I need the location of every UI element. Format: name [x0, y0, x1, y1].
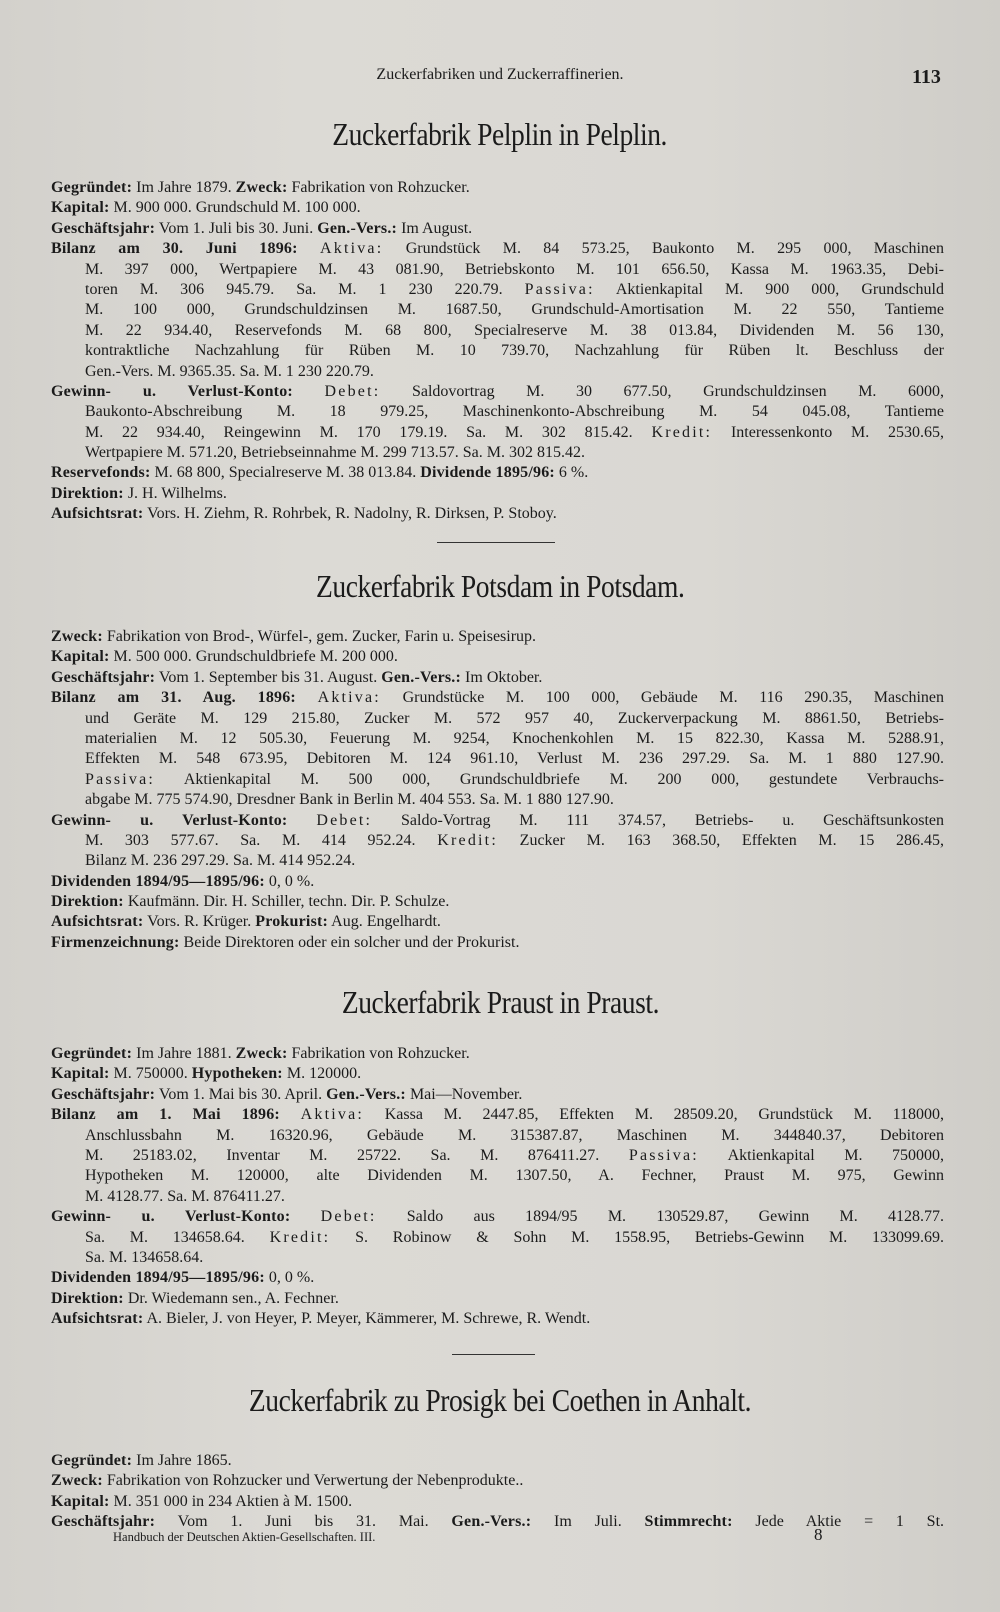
field-value: toren M. 306 945.79. Sa. M. 1 230 220.79.	[85, 280, 525, 298]
field-value: M. 22 934.40, Reingewinn M. 170 179.19. Sa. M. 302 815.42.	[85, 423, 652, 441]
section-entries	[51, 178, 944, 525]
running-header: Zuckerfabriken und Zuckerraffinerien.	[376, 66, 624, 83]
text-line	[51, 260, 944, 280]
field-value: Im Jahre 1865.	[132, 1452, 232, 1469]
field-value: 0, 0 %.	[264, 1269, 315, 1287]
field-value: Vom 1. September bis 31. August.	[155, 668, 382, 686]
field-label: Geschäftsjahr:	[51, 668, 156, 686]
text-line	[51, 647, 944, 667]
text-line	[51, 239, 944, 259]
field-value: Zucker M. 163 368.50, Effekten M. 15 286.45,	[497, 831, 945, 849]
text-line	[51, 892, 944, 912]
field-value: M. 900 000. Grundschuld M. 100 000.	[109, 199, 361, 217]
field-value: Aug. Engelhardt.	[328, 913, 441, 931]
text-line	[51, 484, 944, 504]
field-label: Reservefonds:	[51, 464, 151, 482]
field-value: materialien M. 12 505.30, Feuerung M. 9254, Knochenkohlen M. 15 822.30, Kassa M. 5288.91,	[85, 729, 944, 747]
section-title	[0, 1382, 1000, 1418]
field-label: Aufsichtsrat:	[51, 913, 144, 931]
field-value: Aktienkapital M. 750000,	[698, 1146, 945, 1164]
field-label: Aufsichtsrat:	[51, 1310, 144, 1328]
field-label: Zweck:	[51, 1472, 103, 1490]
text-line	[51, 1146, 944, 1166]
field-label: Stimmrecht:	[644, 1513, 733, 1531]
field-value: Fabrikation von Rohzucker und Verwertung der Nebenprodukte..	[102, 1472, 524, 1490]
text-line	[51, 770, 944, 790]
text-line	[51, 423, 944, 443]
field-value: Saldo-Vortrag M. 111 374.57, Betriebs- u. Geschäftsunkosten	[372, 811, 945, 829]
text-line	[51, 627, 944, 647]
text-line	[51, 504, 944, 524]
field-value: Vom 1. Mai bis 30. April.	[155, 1085, 327, 1103]
field-value: Im Oktober.	[461, 668, 543, 686]
field-label: Gen.-Vers.:	[326, 1085, 406, 1103]
text-line	[51, 1228, 944, 1248]
text-line	[51, 443, 944, 463]
field-value	[287, 812, 316, 829]
text-line	[51, 1492, 944, 1512]
text-line	[51, 402, 944, 422]
field-value: Beide Direktoren oder ein solcher und der Prokurist.	[179, 933, 520, 951]
section-entries	[51, 1044, 944, 1329]
text-line	[51, 1248, 944, 1268]
field-value: Grundstücke M. 100 000, Gebäude M. 116 290.35, Maschinen	[380, 689, 944, 707]
field-value: Hypotheken M. 120000, alte Dividenden M. 1307.50, A. Fechner, Praust M. 975, Gewinn	[85, 1167, 944, 1185]
text-line	[51, 178, 944, 198]
field-value: 6 %.	[554, 464, 589, 482]
field-value: Aktienkapital M. 500 000, Grundschuldbriefe M. 200 000, gestundete Verbrauchs-	[155, 770, 944, 788]
text-line	[51, 872, 944, 892]
field-value: M. 120000.	[282, 1065, 362, 1083]
field-label: Geschäftsjahr:	[51, 1513, 156, 1531]
text-line	[51, 749, 944, 769]
account-side-label: Aktiva:	[317, 689, 381, 707]
text-line	[51, 1126, 944, 1146]
text-line	[51, 341, 944, 361]
field-value: J. H. Wilhelms.	[123, 484, 227, 502]
section-title	[0, 984, 1000, 1020]
field-value: Fabrikation von Brod-, Würfel-, gem. Zucker, Farin u. Speisesirup.	[102, 628, 537, 645]
field-value: kontraktliche Nachzahlung für Rüben M. 10 739.70, Nachzahlung für Rüben lt. Beschluss der	[85, 342, 944, 360]
field-label: Gewinn- u. Verlust-Konto:	[51, 1208, 291, 1226]
field-value: Im August.	[397, 219, 473, 237]
field-value	[280, 1106, 301, 1123]
field-label: Gegründet:	[51, 1045, 133, 1062]
account-side-label: Kredit:	[651, 423, 713, 441]
field-label: Geschäftsjahr:	[51, 1085, 156, 1103]
text-line	[51, 831, 944, 851]
field-label: Dividenden 1894/95—1895/96:	[51, 872, 265, 890]
field-value: Fabrikation von Rohzucker.	[287, 179, 470, 196]
field-value: Sa. M. 134658.64.	[85, 1248, 204, 1266]
field-label: Bilanz am 31. Aug. 1896:	[51, 689, 296, 707]
text-line	[51, 1085, 944, 1105]
text-line	[51, 362, 944, 382]
text-line	[51, 1289, 944, 1309]
field-label: Direktion:	[51, 893, 124, 911]
field-value: A. Bieler, J. von Heyer, P. Meyer, Kämmerer, M. Schrewe, R. Wendt.	[143, 1310, 591, 1328]
text-line	[51, 280, 944, 300]
text-line	[51, 321, 944, 341]
text-line	[51, 1207, 944, 1227]
field-value: Fabrikation von Rohzucker.	[287, 1045, 470, 1062]
field-value: M. 397 000, Wertpapiere M. 43 081.90, Betriebskonto M. 101 656.50, Kassa M. 1963.35, Debi-	[85, 260, 944, 278]
field-label: Gen.-Vers.:	[451, 1513, 532, 1531]
account-side-label: Debet:	[316, 811, 373, 829]
field-value: Effekten M. 548 673.95, Debitoren M. 124 961.10, Verlust M. 236 297.29. Sa. M. 1 880 127.90.	[85, 750, 944, 768]
field-value: Anschlussbahn M. 16320.96, Gebäude M. 315387.87, Maschinen M. 344840.37, Debitoren	[85, 1126, 944, 1144]
text-line	[51, 851, 944, 871]
field-label: Kapital:	[51, 648, 110, 666]
field-label: Prokurist:	[255, 913, 329, 931]
section-divider	[437, 542, 555, 543]
account-side-label: Passiva:	[628, 1146, 699, 1164]
account-side-label: Passiva:	[85, 770, 156, 788]
section-title	[0, 116, 1000, 152]
field-label: Gen.-Vers.:	[381, 668, 462, 686]
field-label: Kapital:	[51, 199, 110, 217]
field-value: Kassa M. 2447.85, Effekten M. 28509.20, Grundstück M. 118000,	[364, 1106, 945, 1124]
field-label: Gegründet:	[51, 1452, 133, 1469]
text-line	[51, 790, 944, 810]
account-side-label: Debet:	[324, 382, 381, 400]
field-value: M. 750000.	[109, 1065, 192, 1083]
field-label: Bilanz am 1. Mai 1896:	[51, 1106, 280, 1124]
text-line	[51, 1166, 944, 1186]
field-value: Aktienkapital M. 900 000, Grundschuld	[594, 280, 944, 298]
text-line	[51, 688, 944, 708]
field-value: Mai—November.	[405, 1085, 523, 1103]
field-value: Vors. R. Krüger.	[143, 913, 256, 931]
account-side-label: Kredit:	[437, 831, 498, 849]
text-line	[51, 668, 944, 688]
field-label: Zweck:	[51, 628, 103, 645]
field-value: Im Juli.	[531, 1513, 645, 1531]
field-label: Gewinn- u. Verlust-Konto:	[51, 382, 293, 400]
field-value: M. 351 000 in 234 Aktien à M. 1500.	[109, 1492, 353, 1510]
section-title-text: Zuckerfabrik Pelplin in Pelplin.	[332, 116, 668, 152]
field-label: Kapital:	[51, 1065, 110, 1083]
field-label: Zweck:	[235, 1045, 288, 1062]
field-label: Dividende 1895/96:	[420, 464, 555, 482]
text-line	[51, 1471, 944, 1491]
field-value: Im Jahre 1879.	[132, 179, 236, 196]
text-line	[51, 198, 944, 218]
field-value: Vom 1. Juli bis 30. Juni.	[155, 219, 318, 237]
field-value	[293, 383, 325, 400]
account-side-label: Kredit:	[269, 1228, 331, 1246]
text-line	[51, 1064, 944, 1084]
field-value: abgabe M. 775 574.90, Dresdner Bank in Berlin M. 404 553. Sa. M. 1 880 127.90.	[85, 791, 614, 809]
field-label: Gewinn- u. Verlust-Konto:	[51, 811, 288, 829]
field-label: Hypotheken:	[191, 1065, 283, 1083]
text-line	[51, 1451, 944, 1471]
field-value: M. 303 577.67. Sa. M. 414 952.24.	[85, 831, 438, 849]
field-value: Bilanz M. 236 297.29. Sa. M. 414 952.24.	[85, 852, 356, 870]
field-value: Saldovortrag M. 30 677.50, Grundschuldzinsen M. 6000,	[380, 382, 944, 400]
field-value	[296, 689, 318, 706]
field-value: Sa. M. 134658.64.	[85, 1228, 270, 1246]
text-line	[51, 1309, 944, 1329]
text-line	[51, 1187, 944, 1207]
text-line	[51, 1044, 944, 1064]
field-label: Zweck:	[235, 179, 288, 196]
section-entries	[51, 1451, 944, 1533]
field-value: Baukonto-Abschreibung M. 18 979.25, Maschinenkonto-Abschreibung M. 54 045.08, Tantieme	[85, 403, 944, 421]
field-value: Jede Aktie = 1 St.	[732, 1513, 945, 1531]
field-label: Kapital:	[51, 1492, 110, 1510]
field-value: Dr. Wiedemann sen., A. Fechner.	[123, 1289, 339, 1307]
section-title	[0, 568, 1000, 604]
text-line	[51, 219, 944, 239]
section-entries	[51, 627, 944, 953]
account-side-label: Debet:	[320, 1208, 377, 1226]
page-number: 113	[912, 66, 941, 88]
field-value	[290, 1208, 320, 1225]
section-divider	[452, 1354, 535, 1355]
text-line	[51, 1105, 944, 1125]
text-line	[51, 729, 944, 749]
field-value: Saldo aus 1894/95 M. 130529.87, Gewinn M. 4128.77.	[376, 1208, 945, 1226]
account-side-label: Aktiva:	[319, 240, 384, 258]
account-side-label: Aktiva:	[300, 1106, 365, 1124]
field-value: M. 22 934.40, Reservefonds M. 68 800, Specialreserve M. 38 013.84, Dividenden M. 56 130,	[85, 321, 944, 339]
field-value: M. 100 000, Grundschuldzinsen M. 1687.50, Grundschuld-Amortisation M. 22 550, Tantieme	[85, 301, 944, 319]
text-line	[51, 1268, 944, 1288]
text-line	[51, 709, 944, 729]
field-value: Gen.-Vers. M. 9365.35. Sa. M. 1 230 220.79.	[85, 362, 374, 380]
text-line	[51, 300, 944, 320]
field-value: und Geräte M. 129 215.80, Zucker M. 572 957 40, Zuckerverpackung M. 8861.50, Betriebs-	[85, 709, 944, 727]
field-value: M. 25183.02, Inventar M. 25722. Sa. M. 876411.27.	[85, 1146, 629, 1164]
field-label: Aufsichtsrat:	[51, 505, 144, 523]
field-label: Bilanz am 30. Juni 1896:	[51, 240, 298, 258]
section-title-text: Zuckerfabrik Potsdam in Potsdam.	[315, 568, 685, 604]
field-value: M. 68 800, Specialreserve M. 38 013.84.	[150, 464, 421, 482]
field-value: Interessenkonto M. 2530.65,	[712, 423, 945, 441]
field-value: S. Robinow & Sohn M. 1558.95, Betriebs-Gewinn M. 133099.69.	[330, 1228, 945, 1246]
field-value: M. 500 000. Grundschuldbriefe M. 200 000.	[109, 648, 398, 666]
field-value: Grundstück M. 84 573.25, Baukonto M. 295 000, Maschinen	[383, 240, 945, 258]
field-value: 0, 0 %.	[264, 872, 315, 890]
footer-book-title: Handbuch der Deutschen Aktien-Gesellschaften. III.	[113, 1530, 376, 1544]
field-label: Dividenden 1894/95—1895/96:	[51, 1269, 265, 1287]
text-line	[51, 463, 944, 483]
field-label: Geschäftsjahr:	[51, 219, 156, 237]
text-line	[51, 811, 944, 831]
field-label: Direktion:	[51, 484, 124, 502]
field-value: Vom 1. Juni bis 31. Mai.	[155, 1513, 452, 1531]
text-line	[51, 912, 944, 932]
field-label: Gegründet:	[51, 179, 133, 196]
field-value	[298, 240, 320, 257]
account-side-label: Passiva:	[524, 280, 595, 298]
section-title-text: Zuckerfabrik Praust in Praust.	[341, 984, 659, 1020]
footer-signature-mark: 8	[814, 1525, 823, 1544]
text-line	[51, 933, 944, 953]
field-label: Direktion:	[51, 1289, 124, 1307]
field-value: Kaufmänn. Dir. H. Schiller, techn. Dir. P. Schulze.	[123, 893, 450, 911]
text-line	[51, 382, 944, 402]
section-title-text: Zuckerfabrik zu Prosigk bei Coethen in Anhalt.	[248, 1382, 752, 1418]
field-value: Vors. H. Ziehm, R. Rohrbek, R. Nadolny, R. Dirksen, P. Stoboy.	[143, 505, 557, 523]
field-label: Gen.-Vers.:	[317, 219, 398, 237]
field-value: Im Jahre 1881.	[132, 1045, 236, 1062]
field-value: M. 4128.77. Sa. M. 876411.27.	[85, 1187, 285, 1205]
field-value: Wertpapiere M. 571.20, Betriebseinnahme M. 299 713.57. Sa. M. 302 815.42.	[85, 444, 585, 462]
field-label: Firmenzeichnung:	[51, 933, 180, 951]
